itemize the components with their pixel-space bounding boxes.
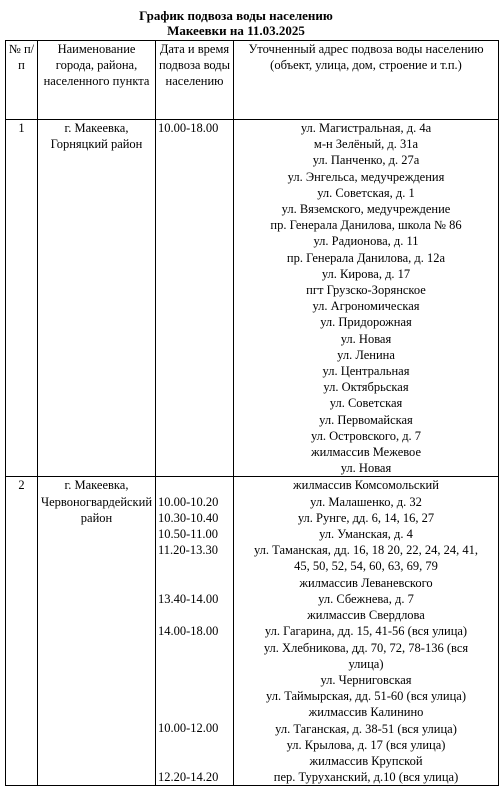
time-slot <box>158 575 231 591</box>
address-line: ул. Черниговская <box>320 672 412 687</box>
row-times <box>156 120 234 477</box>
address-line: ул. Кирова, д. 17 <box>321 266 411 281</box>
address-line: жилмассив Леваневского <box>299 575 433 590</box>
time-slot: 10.00-12.00 <box>158 721 219 736</box>
address-line: ул. Таганская, д. 38-51 (вся улица) <box>275 721 457 736</box>
time-slot: 12.20-14.20 <box>158 769 219 784</box>
time-slot <box>158 558 231 574</box>
time-slot <box>158 639 231 655</box>
row-num: 1 <box>6 120 38 477</box>
time-slot: 10.30-10.40 <box>158 510 219 525</box>
address-line: жилмассив Калинино <box>308 705 424 720</box>
row-addresses <box>234 120 499 477</box>
address-line: ул. Малашенко, д. 32 <box>310 494 422 509</box>
address-line: ул. Сбежнева, д. 7 <box>318 591 414 606</box>
address-line: ул. Уманская, д. 4 <box>319 527 413 542</box>
address-line: 45, 50, 52, 54, 60, 63, 69, 79 <box>294 559 438 574</box>
address-line: пр. Генерала Данилова, школа № 86 <box>270 218 462 233</box>
time-slot <box>158 656 231 672</box>
time-slot <box>158 672 231 688</box>
address-line: ул. Таманская, дд. 16, 18 20, 22, 24, 24, 41, <box>253 543 479 558</box>
address-line: ул. Таймырская, дд. 51-60 (вся улица) <box>266 689 466 704</box>
header-address: Уточненный адрес подвоза воды населению (объект, улица, дом, строение и т.п.) <box>234 41 499 120</box>
time-slot <box>158 688 231 704</box>
row-district: г. Макеевка, Червоногвардейский район <box>38 477 156 786</box>
time-slot: 10.00-18.00 <box>158 121 219 135</box>
title-line-2: Макеевки на 11.03.2025 <box>167 23 305 38</box>
document-title <box>0 8 472 38</box>
header-num: № п/п <box>6 41 38 120</box>
address-line: ул. Радионова, д. 11 <box>313 234 419 249</box>
row-addresses <box>234 477 499 786</box>
schedule-table <box>5 40 499 786</box>
address-line: жилмассив Межевое <box>310 445 422 460</box>
title-line-1: График подвоза воды населению <box>139 8 333 23</box>
address-line: пр. Генерала Данилова, д. 12а <box>286 250 446 265</box>
time-slot <box>158 753 231 769</box>
time-slot: 13.40-14.00 <box>158 591 219 606</box>
header-time: Дата и время подвоза воды населению <box>156 41 234 120</box>
time-slot: 14.00-18.00 <box>158 624 219 639</box>
address-line: жилмассив Крупской <box>309 753 423 768</box>
address-line: ул. Придорожная <box>320 315 412 330</box>
address-line: ул. Октябрьская <box>323 380 409 395</box>
time-slot <box>158 477 231 493</box>
address-line: ул. Рунге, дд. 6, 14, 16, 27 <box>297 510 435 525</box>
address-line: ул. Новая <box>340 331 392 346</box>
time-slot: 11.20-13.30 <box>158 543 218 558</box>
row-times <box>156 477 234 786</box>
table-row <box>6 477 499 786</box>
address-line: ул. Панченко, д. 27а <box>312 153 420 168</box>
row-num: 2 <box>6 477 38 786</box>
address-line: ул. Советская, д. 1 <box>317 185 415 200</box>
table-row <box>6 120 499 477</box>
address-line: ул. Островского, д. 7 <box>310 428 422 443</box>
address-line: улица) <box>348 656 384 671</box>
address-line: пгт Грузско-Зорянское <box>306 283 426 298</box>
time-slot: 10.00-10.20 <box>158 494 219 509</box>
address-line: м-н Зелёный, д. 31а <box>313 137 419 152</box>
address-line: ул. Энгельса, медучреждения <box>287 169 445 184</box>
address-line: жилмассив Свердлова <box>307 608 425 623</box>
address-line: пер. Туруханский, д.10 (вся улица) <box>273 770 459 785</box>
address-line: ул. Советская <box>329 396 403 411</box>
row-district: г. Макеевка, Горняцкий район <box>38 120 156 477</box>
address-line: ул. Вяземского, медучреждение <box>281 202 451 217</box>
address-line: ул. Ленина <box>337 347 395 362</box>
address-line: ул. Магистральная, д. 4а <box>300 121 432 135</box>
time-slot <box>158 704 231 720</box>
address-line: жилмассив Комсомольский <box>293 478 439 493</box>
address-line: ул. Гагарина, дд. 15, 41-56 (вся улица) <box>264 624 468 639</box>
time-slot: 10.50-11.00 <box>158 527 218 542</box>
header-name: Наименование города, района, населенного пункта <box>38 41 156 120</box>
address-line: ул. Крылова, д. 17 (вся улица) <box>286 737 446 752</box>
address-line: ул. Центральная <box>322 364 410 379</box>
address-line: ул. Хлебникова, дд. 70, 72, 78-136 (вся <box>263 640 469 655</box>
table-header-row <box>6 41 499 120</box>
address-line: ул. Первомайская <box>319 412 413 427</box>
time-slot <box>158 607 231 623</box>
address-line: ул. Агрономическая <box>312 299 420 314</box>
time-slot <box>158 737 231 753</box>
address-line: ул. Новая <box>340 461 392 476</box>
